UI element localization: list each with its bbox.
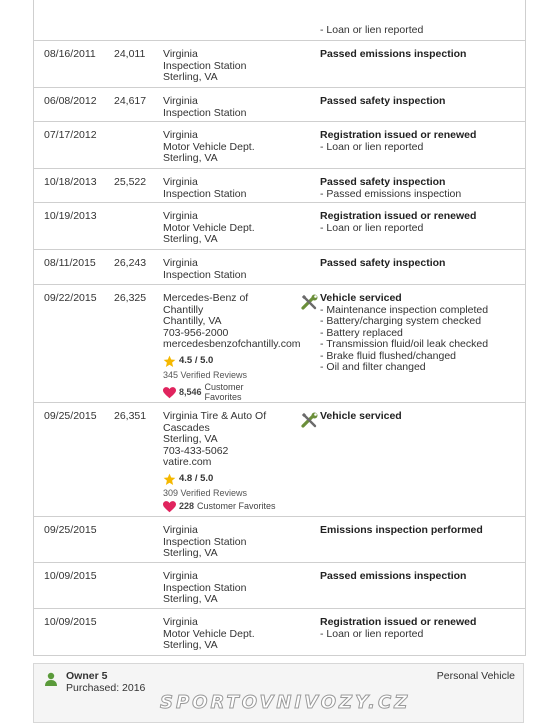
dealer-name[interactable]: Virginia Tire & Auto Of — [163, 410, 267, 422]
detail-title: Passed safety inspection — [320, 176, 446, 188]
detail-line: - Loan or lien reported — [320, 24, 424, 36]
record-source — [163, 517, 320, 562]
table-row — [34, 121, 525, 168]
table-row — [34, 608, 525, 655]
source-line: Sterling, VA — [163, 233, 218, 245]
dealer-rating — [163, 473, 320, 486]
dealer-website[interactable]: vatire.com — [163, 456, 212, 468]
heart-icon — [163, 387, 176, 399]
record-date: 06/08/2012 — [44, 95, 97, 107]
source-line: Virginia — [163, 48, 198, 60]
customer-favorites — [163, 383, 320, 402]
dealer-name[interactable]: Mercedes-Benz of — [163, 292, 249, 304]
detail-line: - Transmission fluid/oil leak checked — [320, 338, 489, 350]
wrench-screwdriver-icon — [300, 293, 320, 313]
source-line: Virginia — [163, 616, 198, 628]
record-source — [163, 285, 320, 402]
record-date: 09/25/2015 — [44, 524, 97, 536]
source-line: Inspection Station — [163, 535, 247, 548]
source-line: Virginia — [163, 95, 198, 107]
dealer-phone: 703-433-5062 — [163, 444, 229, 457]
detail-title: Emissions inspection performed — [320, 524, 483, 536]
detail-title: Registration issued or renewed — [320, 129, 477, 141]
detail-line: - Maintenance inspection completed — [320, 303, 489, 316]
wrench-screwdriver-icon — [300, 411, 320, 431]
heart-icon — [163, 501, 176, 513]
detail-title: Registration issued or renewed — [320, 616, 477, 628]
record-mileage — [114, 203, 163, 249]
record-mileage — [114, 609, 163, 655]
detail-title: Passed emissions inspection — [320, 570, 467, 582]
source-line: Sterling, VA — [163, 152, 218, 164]
source-line: Virginia — [163, 524, 198, 536]
record-details — [320, 41, 525, 87]
detail-line: - Loan or lien reported — [320, 627, 424, 640]
source-line: Inspection Station — [163, 268, 247, 281]
table-row — [34, 0, 525, 40]
detail-line: - Oil and filter changed — [320, 361, 426, 373]
record-date: 10/18/2013 — [44, 176, 97, 188]
record-mileage: 24,617 — [114, 95, 147, 107]
record-details — [320, 0, 525, 40]
favorites-label: Customer — [204, 382, 244, 392]
record-date: 08/16/2011 — [44, 48, 96, 60]
source-line: Sterling, VA — [163, 433, 218, 445]
source-line: Inspection Station — [163, 106, 247, 119]
record-source — [163, 0, 320, 40]
detail-line: - Loan or lien reported — [320, 140, 424, 153]
owner-title: Owner 5 — [66, 670, 108, 682]
record-mileage — [114, 122, 163, 168]
record-source — [163, 563, 320, 608]
record-date: 08/11/2015 — [44, 257, 96, 269]
source-line: Virginia — [163, 570, 198, 582]
source-line: Inspection Station — [163, 59, 247, 72]
detail-title: Registration issued or renewed — [320, 210, 477, 222]
vehicle-history-table — [33, 0, 526, 656]
record-source — [163, 41, 320, 87]
record-source — [163, 250, 320, 284]
table-row — [34, 562, 525, 608]
record-source — [163, 88, 320, 121]
source-line: Motor Vehicle Dept. — [163, 627, 255, 640]
star-icon — [163, 355, 176, 368]
record-date: 10/19/2013 — [44, 210, 97, 222]
record-details — [320, 403, 525, 516]
detail-line: - Loan or lien reported — [320, 221, 424, 234]
customer-favorites — [163, 501, 320, 513]
source-line: Inspection Station — [163, 187, 247, 200]
owner-purchased: Purchased: 2016 — [66, 682, 146, 694]
record-source — [163, 169, 320, 202]
record-details — [320, 517, 525, 562]
person-icon — [44, 672, 58, 686]
record-source — [163, 203, 320, 249]
source-line: Sterling, VA — [163, 639, 218, 651]
record-source — [163, 122, 320, 168]
table-row — [34, 40, 525, 87]
detail-line: - Battery replaced — [320, 326, 403, 339]
detail-title: Passed emissions inspection — [320, 48, 467, 60]
record-date: 10/09/2015 — [44, 616, 97, 628]
dealer-name[interactable]: Cascades — [163, 421, 210, 434]
record-mileage — [114, 563, 163, 608]
record-mileage: 24,011 — [114, 48, 146, 60]
table-row — [34, 249, 525, 284]
source-line: Virginia — [163, 176, 198, 188]
favorites-label: Customer Favorites — [197, 501, 276, 512]
record-mileage — [114, 0, 163, 40]
record-date: 07/17/2012 — [44, 129, 97, 141]
detail-line: - Battery/charging system checked — [320, 315, 482, 327]
source-line: Sterling, VA — [163, 593, 218, 605]
table-row — [34, 87, 525, 121]
record-details — [320, 563, 525, 608]
detail-line: - Brake fluid flushed/changed — [320, 349, 457, 362]
source-line: Motor Vehicle Dept. — [163, 221, 255, 234]
record-mileage — [114, 517, 163, 562]
record-date: 09/25/2015 — [44, 410, 97, 422]
detail-title: Vehicle serviced — [320, 410, 402, 422]
favorites-label: Favorites — [204, 391, 242, 402]
source-line: Virginia — [163, 257, 198, 269]
record-mileage: 25,522 — [114, 176, 147, 188]
record-details — [320, 88, 525, 121]
rating-value: 4.5 / 5.0 — [179, 355, 214, 367]
source-line: Motor Vehicle Dept. — [163, 140, 255, 153]
source-line: Virginia — [163, 210, 198, 222]
dealer-phone: 703-956-2000 — [163, 326, 229, 339]
detail-title: Passed safety inspection — [320, 257, 446, 269]
dealer-name[interactable]: Chantilly — [163, 303, 204, 316]
record-details — [320, 250, 525, 284]
table-row — [34, 402, 525, 516]
verified-reviews-link[interactable]: 345 Verified Reviews — [163, 369, 248, 380]
table-row — [34, 284, 525, 402]
source-line: Sterling, VA — [163, 71, 218, 83]
record-date — [34, 0, 114, 40]
source-line: Sterling, VA — [163, 547, 218, 559]
record-details — [320, 285, 525, 402]
table-row — [34, 202, 525, 249]
record-source — [163, 609, 320, 655]
detail-title: Passed safety inspection — [320, 95, 446, 107]
record-date: 10/09/2015 — [44, 570, 97, 582]
record-details — [320, 169, 525, 202]
record-mileage: 26,351 — [114, 410, 147, 422]
owner-vehicle-type: Personal Vehicle — [436, 670, 515, 682]
table-row — [34, 516, 525, 562]
record-details — [320, 609, 525, 655]
favorites-count: 8,546 — [179, 386, 202, 397]
favorites-count: 228 — [179, 501, 195, 512]
watermark: SPORTOVNIVOZY.CZ — [160, 692, 411, 713]
record-source — [163, 403, 320, 516]
detail-title: Vehicle serviced — [320, 292, 402, 304]
dealer-website[interactable]: mercedesbenzofchantilly.com — [163, 338, 301, 350]
rating-value: 4.8 / 5.0 — [179, 473, 214, 485]
record-details — [320, 122, 525, 168]
detail-line: - Passed emissions inspection — [320, 187, 462, 200]
dealer-rating — [163, 355, 320, 368]
record-mileage: 26,325 — [114, 292, 147, 304]
star-icon — [163, 473, 176, 486]
record-details — [320, 203, 525, 249]
table-row — [34, 168, 525, 202]
record-date: 09/22/2015 — [44, 292, 97, 304]
verified-reviews-link[interactable]: 309 Verified Reviews — [163, 487, 248, 498]
source-line: Virginia — [163, 129, 198, 141]
record-mileage: 26,243 — [114, 257, 147, 269]
source-line: Inspection Station — [163, 581, 247, 594]
source-line: Chantilly, VA — [163, 315, 222, 327]
